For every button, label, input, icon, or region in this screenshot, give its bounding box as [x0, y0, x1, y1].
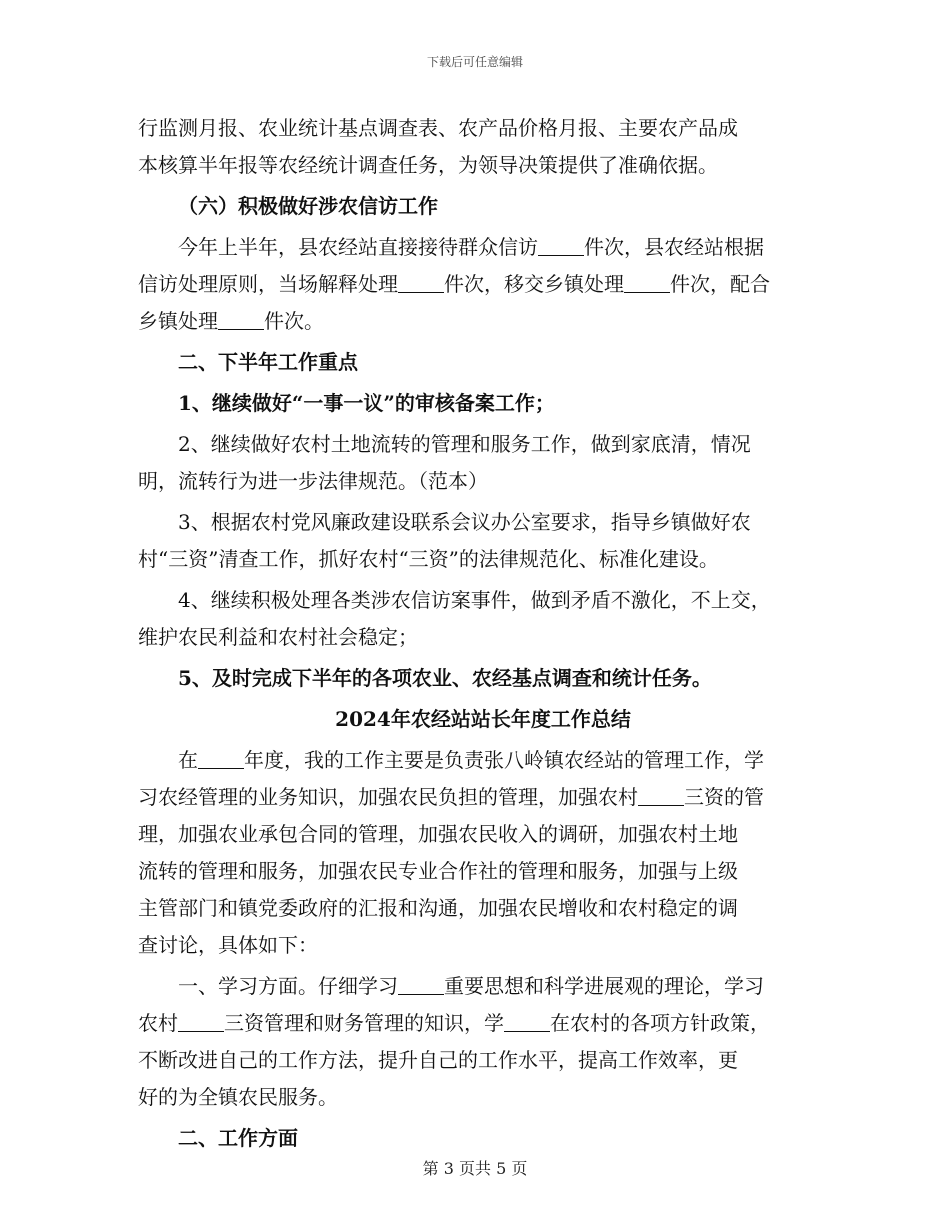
paragraph-line: 明，流转行为进一步法律规范。（范本）	[138, 469, 488, 493]
text-run: 件次，配合	[670, 272, 770, 296]
paragraph-line: 好的为全镇农民服务。	[138, 1085, 338, 1109]
blank-field	[624, 274, 670, 293]
text-run: 件次，移交乡镇处理	[444, 272, 624, 296]
blank-field	[504, 1013, 550, 1032]
blank-field	[198, 750, 244, 769]
paragraph-line	[138, 779, 828, 816]
list-item-3: 3、根据农村党风廉政建设联系会议办公室要求，指导乡镇做好农	[178, 510, 751, 534]
text-run: 一、学习方面。仔细学习	[178, 974, 398, 998]
paragraph-line	[138, 229, 828, 266]
paragraph-line: 理，加强农业承包合同的管理，加强农民收入的调研，加强农村土地	[138, 822, 738, 846]
paragraph-line	[138, 266, 828, 303]
paragraph-line: 村“三资”清查工作，抓好农村“三资”的法律规范化、标准化建设。	[138, 547, 719, 571]
paragraph-line	[138, 303, 828, 340]
blank-field	[178, 1013, 224, 1032]
section-heading-work: 二、工作方面	[178, 1126, 298, 1150]
blank-field	[218, 311, 264, 330]
text-run: 农村	[138, 1011, 178, 1035]
text-run: 三资管理和财务管理的知识，学	[224, 1011, 504, 1035]
text-run: 习农经管理的业务知识，加强农民负担的管理，加强农村	[138, 785, 638, 809]
text-run: 年度，我的工作主要是负责张八岭镇农经站的管理工作，学	[244, 748, 764, 772]
blank-field	[398, 274, 444, 293]
document-title: 2024年农经站站长年度工作总结	[335, 707, 631, 731]
text-run: 在	[178, 748, 198, 772]
paragraph-line: 流转的管理和服务，加强农民专业合作社的管理和服务，加强与上级	[138, 859, 738, 883]
page-header: 下载后可任意编辑	[426, 55, 523, 69]
paragraph-line: 查讨论，具体如下：	[138, 933, 318, 957]
paragraph-line	[138, 968, 828, 1005]
page-footer: 第 3 页共 5 页	[422, 1159, 528, 1178]
paragraph-line: 维护农民利益和农村社会稳定；	[138, 625, 418, 649]
paragraph-line	[138, 1005, 828, 1042]
paragraph-line: 行监测月报、农业统计基点调查表、农产品价格月报、主要农产品成	[138, 116, 738, 140]
text-run: 重要思想和科学进展观的理论，学习	[444, 974, 764, 998]
list-item-2: 2、继续做好农村土地流转的管理和服务工作，做到家底清，情况	[178, 432, 751, 456]
paragraph-line: 不断改进自己的工作方法，提升自己的工作水平，提高工作效率，更	[138, 1048, 738, 1072]
text-run: 信访处理原则，当场解释处理	[138, 272, 398, 296]
text-run: 件次，县农经站根据	[584, 235, 764, 259]
blank-field	[638, 787, 684, 806]
list-item-1: 1、继续做好“一事一议”的审核备案工作；	[178, 391, 555, 415]
text-run: 三资的管	[684, 785, 764, 809]
paragraph-line: 本核算半年报等农经统计调查任务，为领导决策提供了准确依据。	[138, 153, 718, 177]
blank-field	[538, 237, 584, 256]
text-run: 今年上半年，县农经站直接接待群众信访	[178, 235, 538, 259]
text-run: 在农村的各项方针政策，	[550, 1011, 770, 1035]
list-item-5: 5、及时完成下半年的各项农业、农经基点调查和统计任务。	[178, 666, 712, 690]
document-body	[138, 110, 828, 1157]
section-heading-two: 二、下半年工作重点	[178, 350, 358, 374]
paragraph-line: 主管部门和镇党委政府的汇报和沟通，加强农民增收和农村稳定的调	[138, 896, 738, 920]
text-run: 乡镇处理	[138, 309, 218, 333]
blank-field	[398, 976, 444, 995]
text-run: 件次。	[264, 309, 324, 333]
paragraph-line	[138, 742, 828, 779]
list-item-4: 4、继续积极处理各类涉农信访案事件，做到矛盾不激化，不上交，	[178, 588, 771, 612]
section-heading-six: （六）积极做好涉农信访工作	[178, 194, 438, 218]
